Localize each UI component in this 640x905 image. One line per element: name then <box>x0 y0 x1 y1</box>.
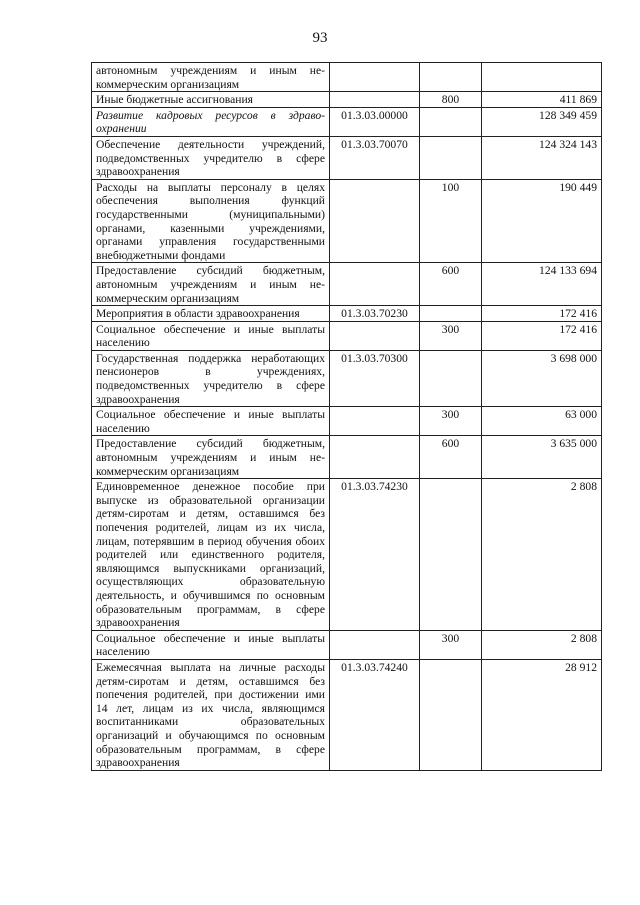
table-row <box>92 436 602 479</box>
table-row <box>92 263 602 306</box>
table-row <box>92 659 602 770</box>
row-name-cell: Социальное обеспечение и иные выплаты населению <box>92 630 330 659</box>
table-row <box>92 92 602 108</box>
row-expense-type-cell: 300 <box>420 321 482 350</box>
row-amount-cell: 124 133 694 <box>482 263 602 306</box>
row-expense-type-cell <box>420 479 482 631</box>
row-code-cell <box>330 263 420 306</box>
row-name-cell: Государственная поддержка неработающих пенсионеров в учреждениях, подведомственных учредителю в сфере здравоохранения <box>92 350 330 406</box>
table-row <box>92 630 602 659</box>
row-expense-type-cell <box>420 350 482 406</box>
row-name-cell: Предоставление субсидий бюджетным, автономным учреждениям и иным не-коммерческим организациям <box>92 436 330 479</box>
row-code-cell: 01.3.03.74240 <box>330 659 420 770</box>
budget-table-body <box>92 63 602 771</box>
page-number: 93 <box>312 30 328 46</box>
row-code-cell <box>330 179 420 263</box>
row-name-cell: Мероприятия в области здравоохранения <box>92 306 330 322</box>
row-code-cell: 01.3.03.70070 <box>330 136 420 179</box>
row-amount-cell: 128 349 459 <box>482 107 602 136</box>
row-expense-type-cell <box>420 306 482 322</box>
budget-table <box>91 62 602 771</box>
row-code-cell: 01.3.03.74230 <box>330 479 420 631</box>
row-expense-type-cell: 300 <box>420 630 482 659</box>
table-row <box>92 321 602 350</box>
row-amount-cell: 172 416 <box>482 321 602 350</box>
row-amount-cell <box>482 63 602 92</box>
row-amount-cell: 411 869 <box>482 92 602 108</box>
table-row <box>92 179 602 263</box>
row-expense-type-cell <box>420 136 482 179</box>
row-amount-cell: 28 912 <box>482 659 602 770</box>
row-code-cell: 01.3.03.70230 <box>330 306 420 322</box>
row-amount-cell: 3 635 000 <box>482 436 602 479</box>
row-code-cell: 01.3.03.70300 <box>330 350 420 406</box>
row-code-cell <box>330 407 420 436</box>
row-expense-type-cell: 300 <box>420 407 482 436</box>
row-expense-type-cell: 100 <box>420 179 482 263</box>
row-amount-cell: 190 449 <box>482 179 602 263</box>
row-code-cell <box>330 630 420 659</box>
table-row <box>92 107 602 136</box>
row-expense-type-cell: 600 <box>420 263 482 306</box>
row-name-cell: Предоставление субсидий бюджетным, автономным учреждениям и иным не-коммерческим организациям <box>92 263 330 306</box>
table-row <box>92 136 602 179</box>
row-expense-type-cell <box>420 659 482 770</box>
row-amount-cell: 63 000 <box>482 407 602 436</box>
table-row <box>92 306 602 322</box>
row-name-cell: Иные бюджетные ассигнования <box>92 92 330 108</box>
row-name-cell: Единовременное денежное пособие при выпуске из образовательной организации детям-сиротам и детям, оставшимся без попечения родителей, лицам из их числа, лицам, потерявшим в период обучения обоих родителей или единственного родителя, являющимся выпускниками организаций, осуществляющих образовательную деятельность, и обучившимся по основным образовательным программам, в сфере здравоохранения <box>92 479 330 631</box>
row-code-cell <box>330 321 420 350</box>
row-name-cell: автономным учреждениям и иным не-коммерческим организациям <box>92 63 330 92</box>
row-amount-cell: 3 698 000 <box>482 350 602 406</box>
row-code-cell <box>330 436 420 479</box>
row-name-cell: Расходы на выплаты персоналу в целях обеспечения выполнения функций государственными (муниципальными) органами, казенными учреждениями, органами управления государственными внебюджетными фондами <box>92 179 330 263</box>
row-amount-cell: 2 808 <box>482 479 602 631</box>
row-name-cell: Социальное обеспечение и иные выплаты населению <box>92 321 330 350</box>
row-expense-type-cell: 600 <box>420 436 482 479</box>
row-name-cell: Обеспечение деятельности учреждений, подведомственных учредителю в сфере здравоохранения <box>92 136 330 179</box>
row-code-cell <box>330 63 420 92</box>
row-amount-cell: 2 808 <box>482 630 602 659</box>
row-code-cell: 01.3.03.00000 <box>330 107 420 136</box>
row-expense-type-cell <box>420 107 482 136</box>
row-code-cell <box>330 92 420 108</box>
row-expense-type-cell: 800 <box>420 92 482 108</box>
table-row <box>92 479 602 631</box>
table-row <box>92 63 602 92</box>
row-amount-cell: 172 416 <box>482 306 602 322</box>
row-expense-type-cell <box>420 63 482 92</box>
row-name-cell: Развитие кадровых ресурсов в здраво-охранении <box>92 107 330 136</box>
row-name-cell: Ежемесячная выплата на личные расходы детям-сиротам и детям, оставшимся без попечения родителей, при достижении ими 14 лет, лицам из их числа, являющимся воспитанниками образовательных организаций и обучающимся по основным образовательным программам, в сфере здравоохранения <box>92 659 330 770</box>
table-row <box>92 350 602 406</box>
row-name-cell: Социальное обеспечение и иные выплаты населению <box>92 407 330 436</box>
table-row <box>92 407 602 436</box>
row-amount-cell: 124 324 143 <box>482 136 602 179</box>
